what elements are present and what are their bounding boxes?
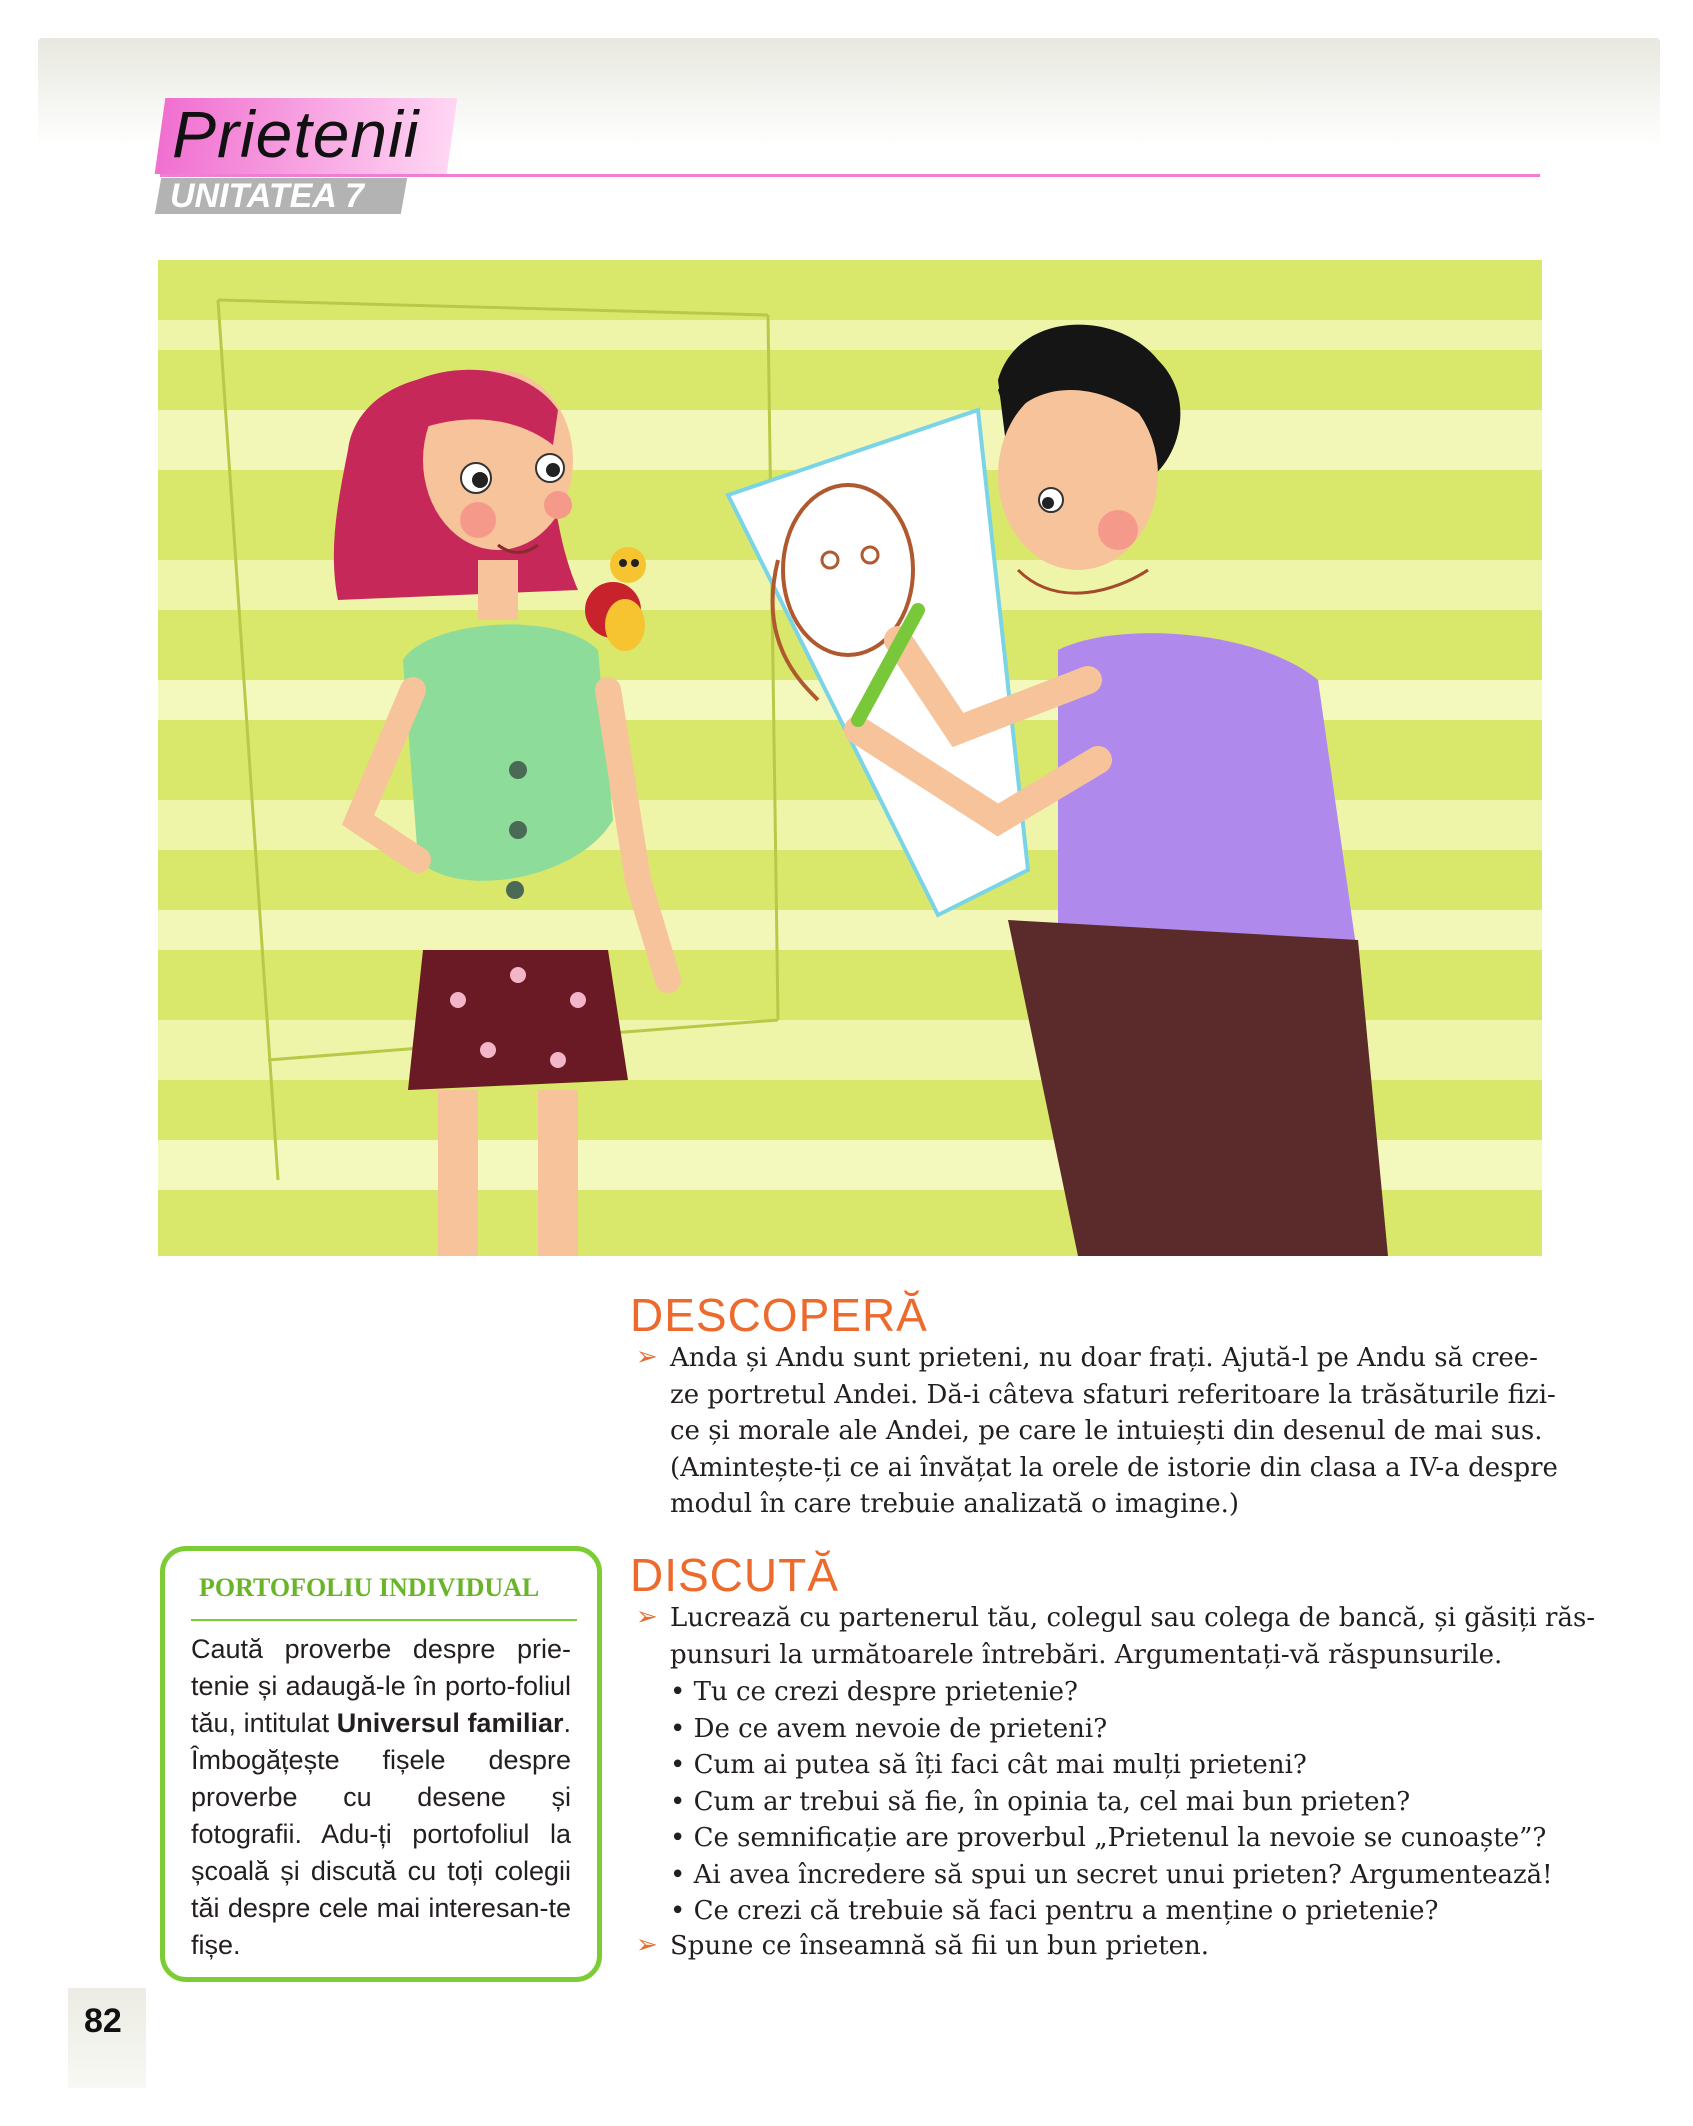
page-title: Prietenii: [172, 97, 420, 171]
discover-heading: DESCOPERĂ: [630, 1289, 928, 1341]
discover-line: ce și morale ale Andei, pe care le intuiești din desenul de mai sus.: [670, 1416, 1543, 1446]
question-item: • Ce semnificație are proverbul „Prietenul la nevoie se cunoaște”?: [670, 1820, 1553, 1857]
portfolio-divider: [191, 1619, 577, 1621]
portfolio-box: [160, 1546, 602, 1982]
friends-illustration: [158, 260, 1542, 1256]
discuss-final: Spune ce înseamnă să fii un bun prieten.: [670, 1931, 1210, 1961]
discover-line: modul în care trebuie analizată o imagine.): [670, 1489, 1240, 1519]
discover-line: (Amintește-ți ce ai învățat la orele de istorie din clasa a IV-a despre: [670, 1452, 1558, 1483]
question-item: • Ce crezi că trebuie să faci pentru a menține o prietenie?: [670, 1893, 1553, 1930]
question-item: • Cum ar trebui să fie, în opinia ta, cel mai bun prieten?: [670, 1784, 1553, 1821]
portfolio-text: [191, 1631, 571, 1964]
arrowhead-icon: ➢: [636, 1602, 658, 1632]
title-rule: [160, 174, 1540, 177]
question-item: • De ce avem nevoie de prieteni?: [670, 1711, 1553, 1748]
discuss-intro: [670, 1600, 1595, 1673]
question-item: • Ai avea încredere să spui un secret unui prieten? Argumentează!: [670, 1857, 1553, 1894]
page-number: 82: [84, 2002, 122, 2040]
discover-paragraph: [670, 1340, 1558, 1523]
portfolio-text-bold: Universul familiar: [336, 1708, 564, 1738]
arrowhead-icon: ➢: [636, 1342, 658, 1372]
portfolio-text-end: . Îmbogățește fișele despre proverbe cu desene și fotografii. Adu-ți portofoliul la școală și discută cu toți colegii tăi despre cele mai interesan-te fișe.: [191, 1708, 571, 1960]
unit-label: UNITATEA 7: [170, 177, 364, 215]
discover-line: Anda și Andu sunt prieteni, nu doar frați. Ajută-l pe Andu să cree-: [670, 1343, 1538, 1373]
question-item: • Cum ai putea să îți faci cât mai mulți prieteni?: [670, 1747, 1553, 1784]
discuss-intro-line: Lucrează cu partenerul tău, colegul sau colega de bancă, și găsiți răs-: [670, 1603, 1596, 1633]
portfolio-text-start: Caută proverbe despre prie-tenie și adaugă-le în porto-foliul tău, intitulat: [191, 1634, 571, 1738]
question-list: [670, 1674, 1553, 1930]
portfolio-title: PORTOFOLIU INDIVIDUAL: [199, 1573, 540, 1602]
question-item: • Tu ce crezi despre prietenie?: [670, 1674, 1553, 1711]
arrowhead-icon: ➢: [636, 1930, 658, 1960]
discuss-intro-line: punsuri la următoarele întrebări. Argumentați-vă răspunsurile.: [670, 1639, 1503, 1670]
discover-line: ze portretul Andei. Dă-i câteva sfaturi referitoare la trăsăturile fizi-: [670, 1379, 1556, 1410]
discuss-heading: DISCUTĂ: [630, 1549, 839, 1601]
